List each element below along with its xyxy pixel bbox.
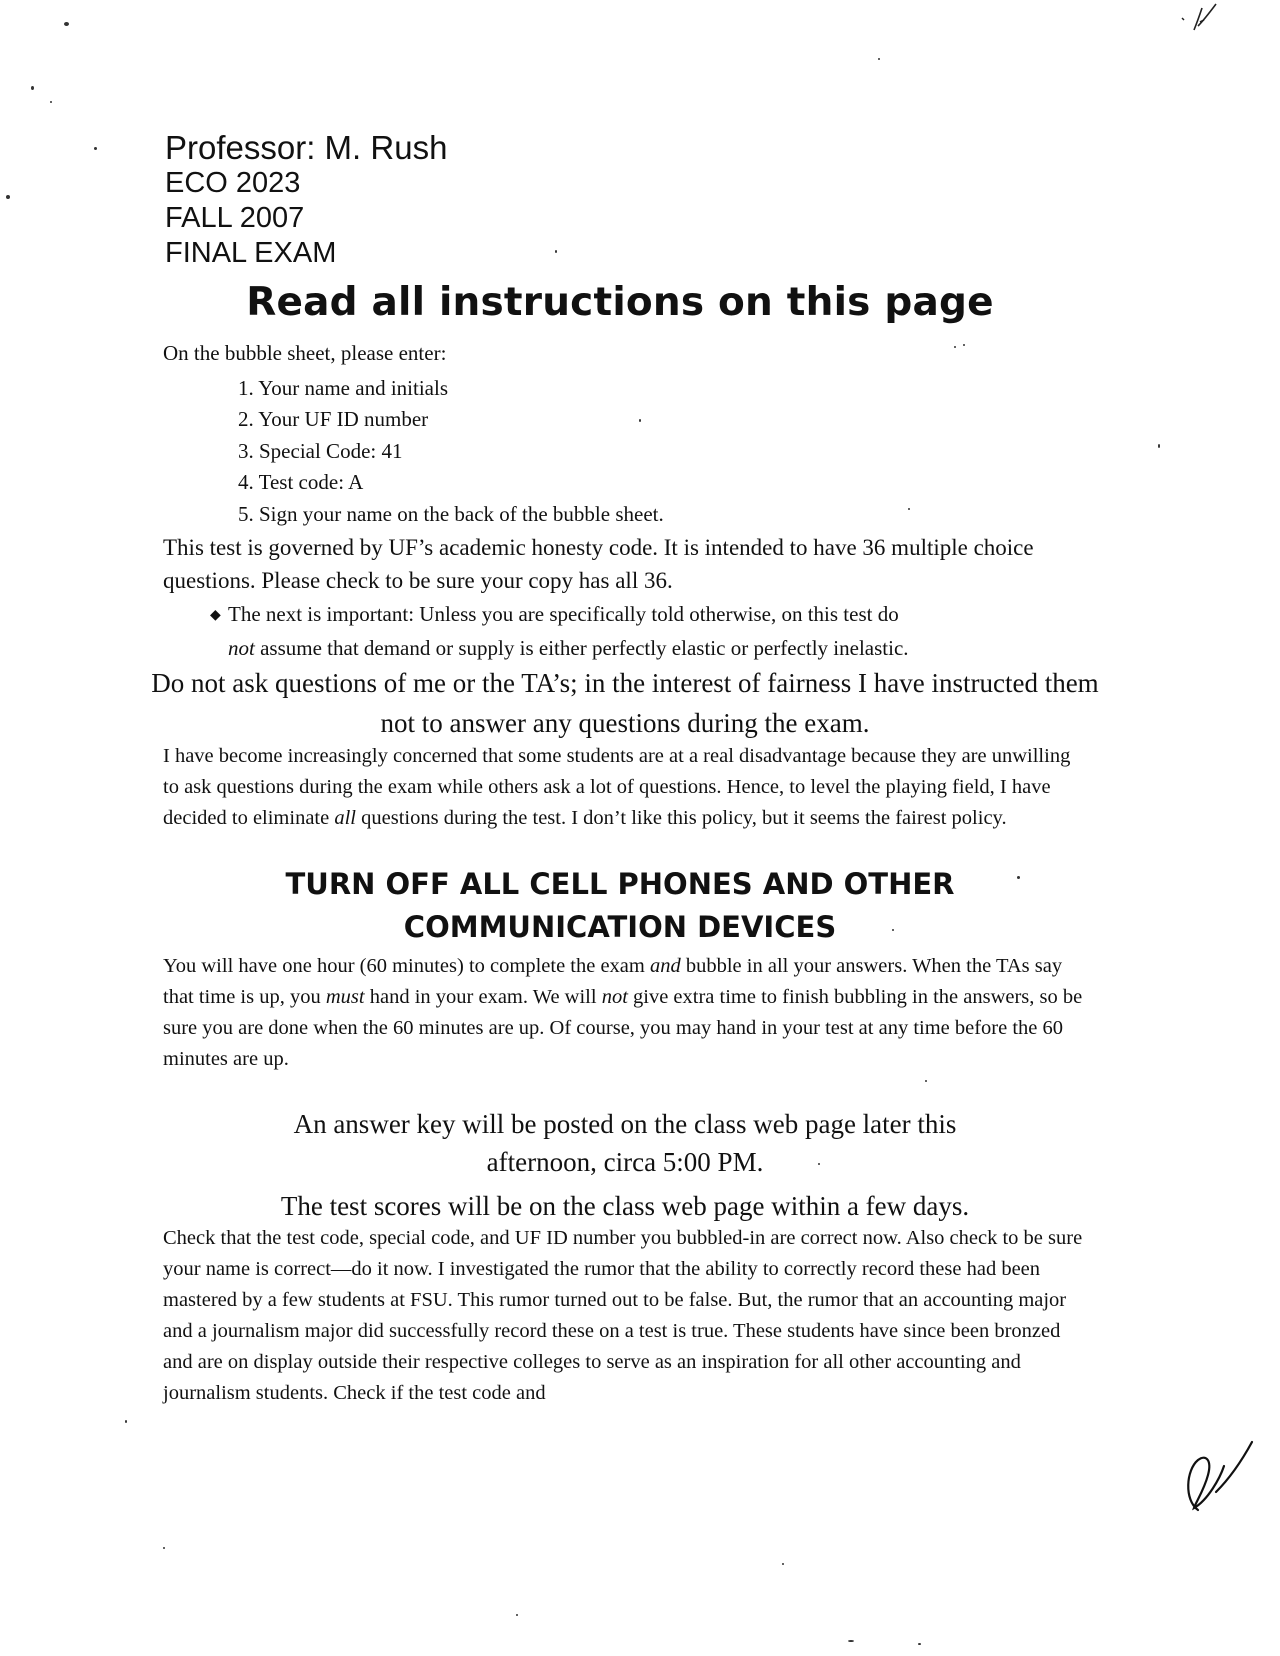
list-item: 1. Your name and initials — [238, 376, 448, 400]
scan-speck — [125, 1420, 127, 1423]
time-text-2: bubble in all your answers. When the TAs say that time is up, you — [163, 955, 1063, 1008]
phones-warning — [160, 863, 1080, 949]
scan-speck — [516, 1614, 518, 1616]
exam-type: FINAL EXAM — [165, 237, 337, 269]
important-note — [210, 598, 1090, 664]
handwritten-corner-mark — [1180, 0, 1220, 40]
scan-speck — [94, 147, 97, 150]
answer-key-notice — [150, 1105, 1100, 1181]
exam-header — [165, 130, 447, 271]
time-limit-paragraph — [163, 951, 1083, 1075]
page-title: Read all instructions on this page — [246, 280, 994, 325]
emphasis-must: must — [325, 986, 365, 1008]
important-note-line2-text: assume that demand or supply is either perfectly elastic or perfectly inelastic. — [254, 636, 909, 660]
scan-speck — [1158, 444, 1160, 448]
scan-speck — [64, 22, 69, 26]
list-item: 2. Your UF ID number — [238, 407, 429, 432]
scan-speck — [892, 929, 894, 931]
professor-name: Professor: M. Rush — [165, 129, 448, 166]
emphasis-not-2: not — [601, 986, 628, 1008]
scan-speck — [163, 1547, 165, 1549]
list-item: 5. Sign your name on the back of the bubble sheet. — [238, 501, 664, 526]
scan-speck — [31, 86, 34, 90]
concern-text-2: questions during the test. I don’t like this policy, but it seems the fairest policy. — [356, 807, 1007, 829]
final-check-paragraph: Check that the test code, special code, and UF ID number you bubbled-in are correct now. Also check to be sure your name is correct—do it now. I investigated the rumor that the ability to correctly record these had been mastered by a few students at FSU. This rumor turned out to be false. But, the rumor that an accounting major and a journalism major did successfully record these on a test is true. These students have since been bronzed and are on display outside their respective colleges to serve as an inspiration for all other accounting and journalism students. Check if the test code and — [163, 1227, 1083, 1404]
scan-speck — [6, 195, 10, 199]
concern-paragraph — [163, 741, 1083, 834]
no-questions-notice: Do not ask questions of me or the TA’s; in the interest of fairness I have instructed them not to answer any questions during the exam. — [151, 668, 1099, 738]
scan-speck — [878, 58, 880, 60]
list-item: 4. Test code: A — [238, 470, 364, 495]
phones-warning-line2: COMMUNICATION DEVICES — [403, 910, 837, 944]
scan-speck — [925, 1080, 927, 1082]
bubble-sheet-steps — [238, 373, 664, 530]
concern-text-1: I have become increasingly concerned that some students are at a real disadvantage because they are unwilling to ask questions during the exam while others ask a lot of questions. Hence, to level the playing field, I have decided to eliminate — [163, 745, 1071, 829]
time-text-1: You will have one hour (60 minutes) to complete the exam — [163, 955, 650, 977]
time-text-3: hand in your exam. We will — [364, 986, 602, 1008]
scan-speck — [639, 419, 641, 422]
scan-speck — [848, 1640, 854, 1642]
scan-speck — [50, 101, 52, 103]
term: FALL 2007 — [165, 202, 305, 234]
honesty-paragraph: This test is governed by UF’s academic honesty code. It is intended to have 36 multiple choice questions. Please check to be sure your copy has all 36. — [163, 535, 1034, 593]
scan-speck — [908, 508, 910, 510]
scan-speck — [918, 1643, 921, 1645]
emphasis-and: and — [649, 955, 681, 977]
scan-speck — [963, 344, 965, 346]
important-note-line1: The next is important: Unless you are specifically told otherwise, on this test do — [228, 602, 899, 626]
emphasis-all: all — [334, 807, 356, 829]
bubble-sheet-intro: On the bubble sheet, please enter: — [163, 341, 447, 365]
scores-notice: The test scores will be on the class web page within a few days. — [280, 1191, 970, 1221]
answer-key-line2: afternoon, circa 5:00 PM. — [486, 1147, 764, 1177]
diamond-bullet-icon: ◆ — [210, 608, 221, 623]
list-item: 3. Special Code: 41 — [238, 438, 403, 463]
phones-warning-line1: TURN OFF ALL CELL PHONES AND OTHER — [285, 867, 955, 901]
scan-speck — [1017, 876, 1020, 879]
handwritten-initial-signature — [1178, 1430, 1258, 1520]
answer-key-line1: An answer key will be posted on the class web page later this — [293, 1109, 957, 1139]
important-note-line2 — [210, 632, 1090, 664]
emphasis-not: not — [228, 636, 255, 660]
time-text-4: give extra time to finish bubbling in the answers, so be sure you are done when the 60 minutes are up. Of course, you may hand in your test at any time before the 60 minutes are up. — [163, 986, 1083, 1070]
scan-speck — [954, 346, 956, 348]
scan-speck — [555, 250, 557, 253]
scan-speck — [782, 1563, 784, 1565]
scan-speck — [818, 1163, 820, 1165]
course-code: ECO 2023 — [165, 167, 301, 199]
